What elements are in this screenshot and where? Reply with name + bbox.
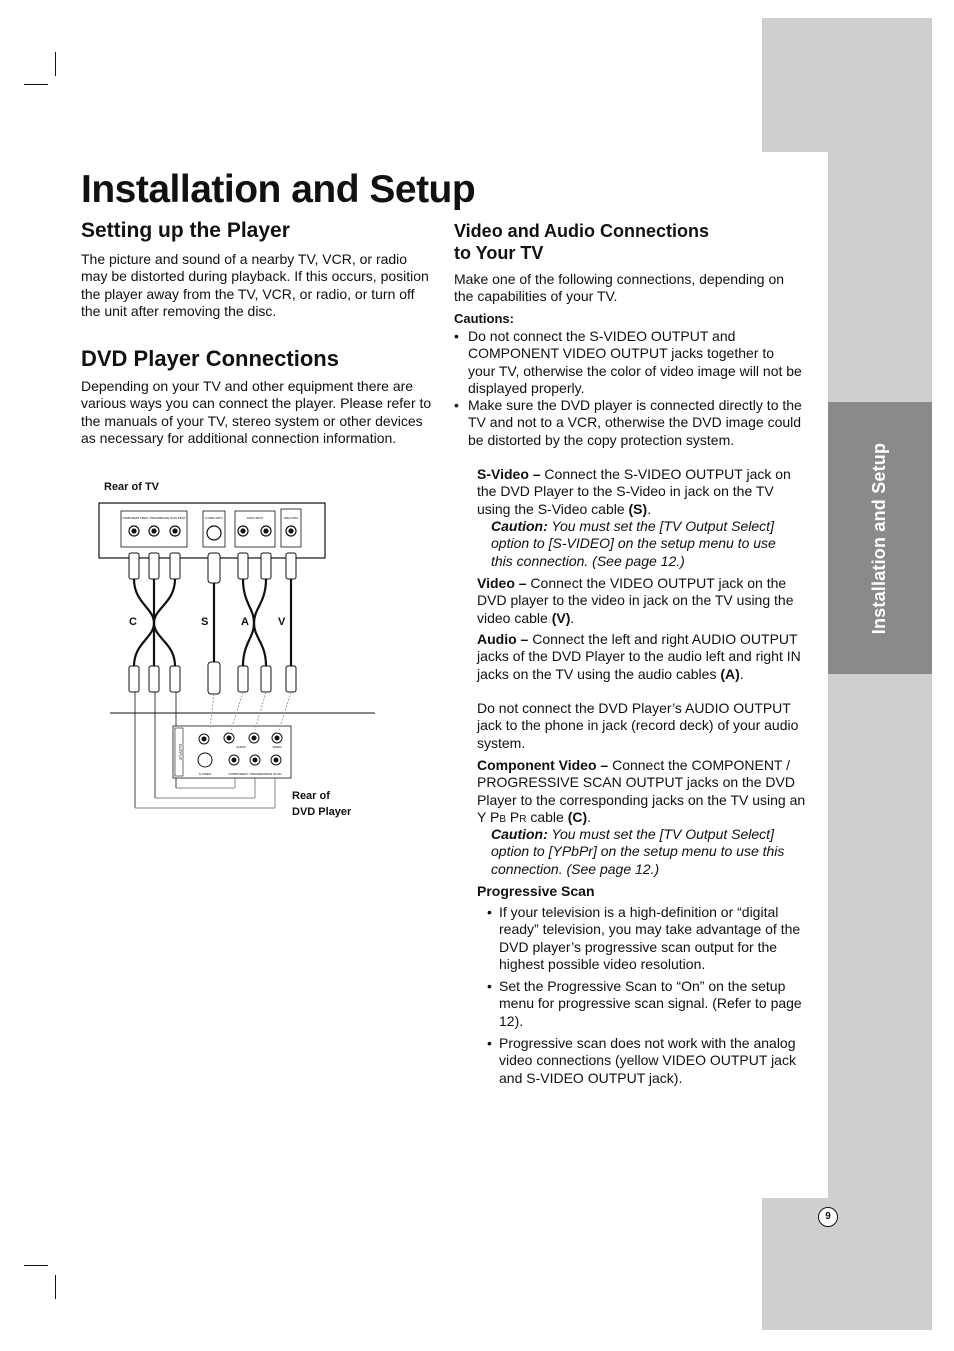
svideo-code: (S) xyxy=(628,500,648,517)
progressive-title: Progressive Scan xyxy=(477,883,595,899)
dvd-output-label: OUTPUT xyxy=(178,743,183,761)
side-band xyxy=(828,152,932,1198)
caution-item xyxy=(454,397,804,449)
component-caution: Caution: You must set the [TV Output Select] option to [YPbPr] on the setup menu to use this connection. (See page 12.) xyxy=(491,826,785,877)
progressive-text: If your television is a high-definition or “digital ready” television, you may take advantage of the DVD player’s progressive scan output for the highest possible video resolution. xyxy=(499,904,801,973)
crop-mark xyxy=(55,52,56,76)
dvd-video-label: VIDEO xyxy=(272,745,282,749)
component-code: (C) xyxy=(567,809,588,826)
audio-paragraph: Audio – Connect the left and right AUDIO OUTPUT jacks of the DVD Player to the audio left and right IN jacks on the TV using the audio cables (A). xyxy=(477,631,801,682)
side-band-bottom xyxy=(762,1198,932,1330)
tv-audio-label: AUDIO INPUT xyxy=(246,517,264,520)
tv-video-label: VIDEO INPUT xyxy=(283,517,299,520)
dvd-jack-svideo xyxy=(198,753,212,767)
page-number: 9 xyxy=(818,1207,838,1227)
svideo-term: S-Video – xyxy=(477,466,541,482)
crop-mark xyxy=(24,84,48,85)
section-tab-label: Installation and Setup xyxy=(869,442,890,634)
component-paragraph: Component Video – Connect the COMPONENT / PROGRESSIVE SCAN OUTPUT jacks on the DVD Player to the corresponding jacks on the TV using an Y PB PR cable (C). xyxy=(477,757,806,826)
bullet-dot: • xyxy=(487,904,492,920)
cable-label-c: C xyxy=(129,616,137,628)
progressive-item xyxy=(487,978,804,1030)
progressive-text: Progressive scan does not work with the analog video connections (yellow VIDEO OUTPUT jack and S-VIDEO OUTPUT jack). xyxy=(499,1035,796,1086)
connection-diagram xyxy=(95,498,380,823)
caution-item xyxy=(454,328,804,398)
tv-jack-svideo xyxy=(207,526,221,540)
setting-up-heading: Setting up the Player xyxy=(81,219,290,242)
video-paragraph: Video – Connect the VIDEO OUTPUT jack on the DVD player to the video in jack on the TV using the video cable (V). xyxy=(477,575,794,626)
cable-label-a: A xyxy=(241,616,249,628)
dvd-component-label: COMPONENT / PROGRESSIVE SCAN xyxy=(228,772,282,776)
bullet-dot: • xyxy=(487,1035,492,1051)
progressive-text: Set the Progressive Scan to “On” on the setup menu for progressive scan signal. (Refer to page 12). xyxy=(499,978,802,1029)
video-audio-heading xyxy=(454,220,709,264)
progressive-item xyxy=(487,1035,804,1087)
crop-mark xyxy=(24,1265,48,1266)
audio-term: Audio – xyxy=(477,631,529,647)
rear-of-dvd-line1: Rear of xyxy=(292,790,330,802)
audio-code: (A) xyxy=(720,665,740,682)
caution-text: Do not connect the S-VIDEO OUTPUT and COMPONENT VIDEO OUTPUT jacks together to your TV, otherwise the color of video image will not be displayed properly. xyxy=(468,328,802,397)
component-caution-label: Caution: xyxy=(491,826,548,842)
bullet-dot: • xyxy=(454,397,459,413)
caution-text: Make sure the DVD player is connected directly to the TV and not to a VCR, otherwise the DVD image could be distorted by the copy protection system. xyxy=(468,397,802,448)
bullet-dot: • xyxy=(487,978,492,994)
dvd-audio-label: AUDIO xyxy=(236,745,246,749)
audio-note: Do not connect the DVD Player’s AUDIO OUTPUT jack to the phone in jack (record deck) of your audio system. xyxy=(477,700,799,751)
video-audio-heading-line1: Video and Audio Connections xyxy=(454,221,710,241)
svideo-caution-label: Caution: xyxy=(491,518,548,534)
video-term: Video – xyxy=(477,575,527,591)
cautions-title: Cautions: xyxy=(454,311,514,326)
tv-component-label: COMPONENT VIDEO / PROGRESSIVE SCAN INPUT xyxy=(122,517,186,520)
component-term: Component Video – xyxy=(477,757,609,773)
svideo-caution: Caution: You must set the [TV Output Select] option to [S-VIDEO] on the setup menu to use this connection. (See page 12.) xyxy=(491,518,776,569)
dvd-connections-body: Depending on your TV and other equipment there are various ways you can connect the player. Please refer to the manuals of your TV, stereo system or other devices as necessary for additional connection information. xyxy=(81,378,432,447)
side-band-top xyxy=(762,18,932,152)
video-code: (V) xyxy=(551,609,571,626)
bullet-dot: • xyxy=(454,328,459,344)
svideo-paragraph: S-Video – Connect the S-VIDEO OUTPUT jack on the DVD Player to the S-Video in jack on the TV using the S-Video cable (S). xyxy=(477,466,791,517)
dvd-svideo-label: S-VIDEO xyxy=(198,772,212,776)
video-audio-heading-line2: to Your TV xyxy=(454,243,544,263)
progressive-item xyxy=(487,904,804,974)
page-title: Installation and Setup xyxy=(81,168,476,211)
cable-label-s: S xyxy=(201,616,209,628)
crop-mark xyxy=(55,1275,56,1299)
video-audio-intro: Make one of the following connections, depending on the capabilities of your TV. xyxy=(454,271,785,305)
rear-of-tv-label: Rear of TV xyxy=(104,481,160,493)
setting-up-body: The picture and sound of a nearby TV, VCR, or radio may be distorted during playback. If this occurs, position the player away from the TV, VCR, or radio, or turn off the unit after removing the disc. xyxy=(81,251,429,320)
cable-label-v: V xyxy=(278,616,286,628)
dvd-connections-heading: DVD Player Connections xyxy=(81,346,339,371)
rear-of-dvd-line2: DVD Player xyxy=(292,806,352,818)
tv-svideo-label: S-VIDEO INPUT xyxy=(205,517,223,520)
